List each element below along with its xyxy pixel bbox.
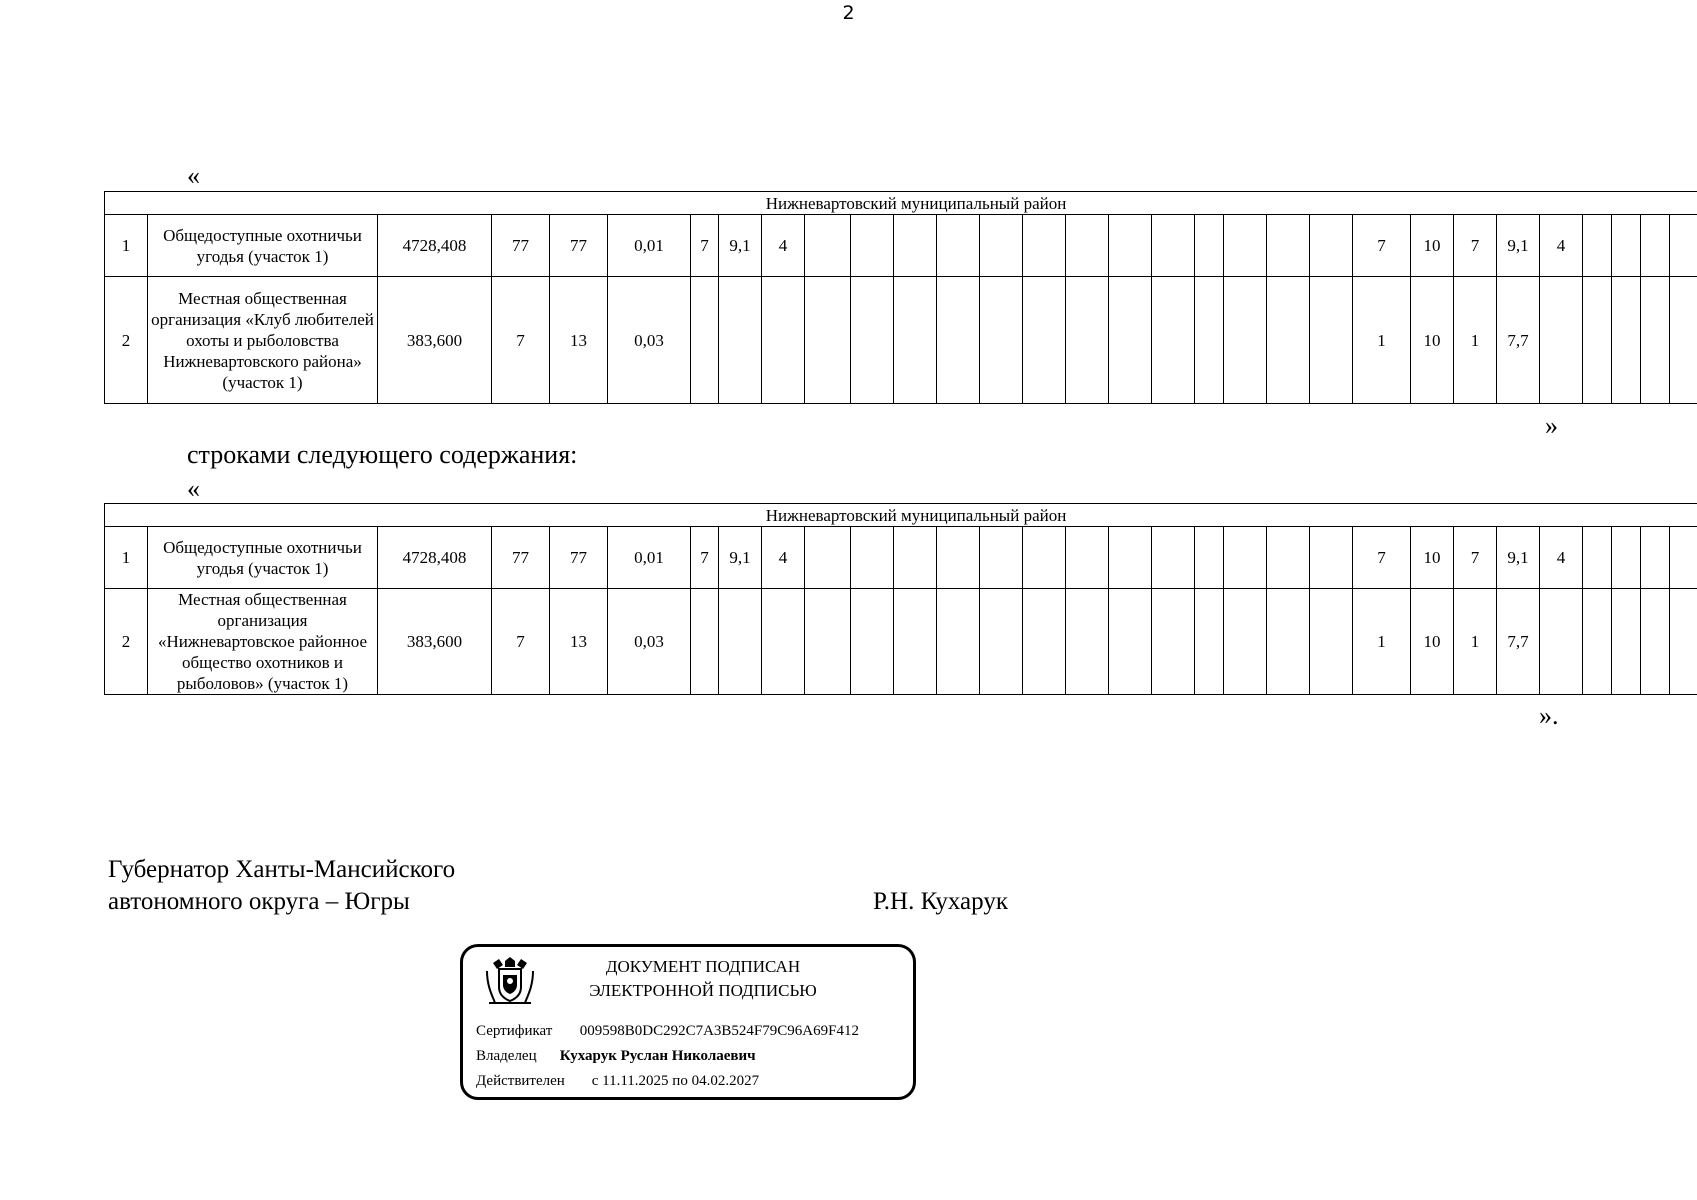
cell: [691, 277, 719, 404]
signatory-position-line1: Губернатор Ханты-Мансийского: [108, 856, 456, 883]
cell: [762, 277, 805, 404]
validity-label: Действителен: [476, 1073, 565, 1089]
signatory-name: Р.Н. Кухарук: [873, 888, 1008, 915]
cell: 7: [492, 589, 550, 695]
hunting-ground-name: Общедоступные охотничьи угодья (участок 1): [148, 215, 378, 277]
cell: 4: [1540, 527, 1583, 589]
table-row: [105, 215, 1697, 277]
signatory-position-line2: автономного округа – Югры: [108, 888, 410, 915]
certificate-row: [476, 1021, 859, 1041]
close-quote: ».: [1539, 701, 1559, 730]
cell: [762, 589, 805, 695]
cell: 9,1: [1497, 215, 1540, 277]
cell: 0,01: [608, 527, 691, 589]
certificate-label: Сертификат: [476, 1023, 553, 1039]
cell: 4: [762, 215, 805, 277]
cell: 7: [691, 527, 719, 589]
area-cell: 4728,408: [378, 527, 492, 589]
cell: 77: [550, 527, 608, 589]
district-header: Нижневартовский муниципальный район: [105, 192, 1697, 215]
cell: 10: [1411, 589, 1454, 695]
cell: 10: [1411, 215, 1454, 277]
cell: [719, 277, 762, 404]
cell: 4: [762, 527, 805, 589]
cell: 1: [1353, 277, 1411, 404]
cell: 7: [492, 277, 550, 404]
cell: 4: [1540, 215, 1583, 277]
owner-value: Кухарук Руслан Николаевич: [559, 1048, 756, 1064]
cell: 77: [550, 215, 608, 277]
cell: 7: [1454, 215, 1497, 277]
cell: 77: [492, 527, 550, 589]
cell: 13: [550, 589, 608, 695]
cell: [1540, 589, 1583, 695]
cell: 9,1: [719, 527, 762, 589]
row-number: 2: [105, 277, 148, 404]
owner-label: Владелец: [476, 1048, 537, 1064]
table-row: [105, 589, 1697, 695]
hunting-ground-name: Местная общественная организация «Клуб любителей охоты и рыболовства Нижневартовского района» (участок 1): [148, 277, 378, 404]
coat-of-arms-icon: [481, 957, 539, 1007]
row-number: 2: [105, 589, 148, 695]
cell: 7,7: [1497, 277, 1540, 404]
row-number: 1: [105, 215, 148, 277]
stamp-title-line2: ЭЛЕКТРОННОЙ ПОДПИСЬЮ: [589, 981, 817, 1000]
cell: [719, 589, 762, 695]
cell: 0,03: [608, 589, 691, 695]
cell: 1: [1454, 277, 1497, 404]
cell: 0,01: [608, 215, 691, 277]
cell: [691, 589, 719, 695]
owner-row: [476, 1046, 756, 1066]
cell: 7,7: [1497, 589, 1540, 695]
cell: 7: [1353, 215, 1411, 277]
table-old: [104, 191, 1697, 404]
validity-row: [476, 1071, 759, 1091]
table-new: [104, 503, 1697, 695]
area-cell: 383,600: [378, 277, 492, 404]
cell: 0,03: [608, 277, 691, 404]
cell: 9,1: [1497, 527, 1540, 589]
table-row: [105, 527, 1697, 589]
cell: 1: [1353, 589, 1411, 695]
hunting-ground-name: Местная общественная организация «Нижневартовское районное общество охотников и рыболовов» (участок 1): [148, 589, 378, 695]
cell: 1: [1454, 589, 1497, 695]
page-number: 2: [842, 2, 855, 24]
cell: [1540, 277, 1583, 404]
certificate-value: 009598B0DC292C7A3B524F79C96A69F412: [579, 1023, 859, 1039]
validity-value: с 11.11.2025 по 04.02.2027: [591, 1073, 760, 1089]
open-quote: «: [187, 474, 200, 503]
row-number: 1: [105, 527, 148, 589]
cell: 7: [691, 215, 719, 277]
cell: 7: [1454, 527, 1497, 589]
cell: 13: [550, 277, 608, 404]
cell: 10: [1411, 277, 1454, 404]
district-header: Нижневартовский муниципальный район: [105, 504, 1697, 527]
electronic-signature-stamp: [460, 944, 916, 1100]
area-cell: 4728,408: [378, 215, 492, 277]
cell: 77: [492, 215, 550, 277]
open-quote: «: [187, 161, 200, 190]
area-cell: 383,600: [378, 589, 492, 695]
hunting-ground-name: Общедоступные охотничьи угодья (участок 1): [148, 527, 378, 589]
cell: 7: [1353, 527, 1411, 589]
cell: 9,1: [719, 215, 762, 277]
transition-text: строками следующего содержания:: [187, 440, 578, 469]
table-row: [105, 277, 1697, 404]
cell: 10: [1411, 527, 1454, 589]
close-quote: »: [1545, 411, 1558, 440]
stamp-title-line1: ДОКУМЕНТ ПОДПИСАН: [605, 957, 801, 976]
